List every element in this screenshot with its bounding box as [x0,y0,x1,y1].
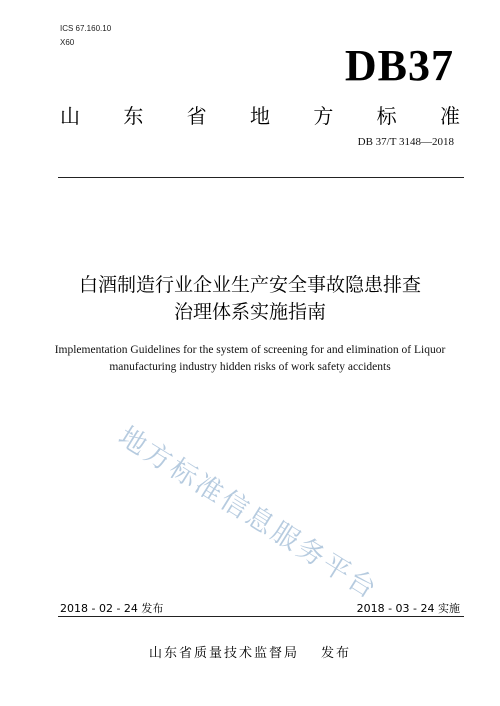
classification-codes [60,22,111,50]
top-divider [58,177,464,178]
publication-date: 2018 - 02 - 24 发布 [60,602,164,615]
standard-type-char: 东 [123,104,144,128]
ics-code: ICS 67.160.10 [60,24,112,33]
title-cn-line1: 白酒制造行业企业生产安全事故隐患排查 [78,274,421,296]
bottom-divider [58,616,464,617]
ccs-code: X60 [60,38,75,47]
title-en-line2: manufacturing industry hidden risks of work safety accidents [109,361,391,373]
title-en-line1: Implementation Guidelines for the system of screening for and elimination of Liquor [54,344,446,356]
standard-type-char: 方 [313,104,334,128]
standard-type-char: 准 [439,104,460,128]
standard-type-char: 标 [376,104,397,128]
watermark: 地方标准信息服务平台 [112,420,384,607]
title-cn-line2: 治理体系实施指南 [173,301,326,323]
standard-number: DB 37/T 3148—2018 [357,136,454,148]
issuer-line [0,642,500,661]
effective-date: 2018 - 03 - 24 实施 [356,602,460,615]
issuer-name: 山东省质量技术监督局 [148,646,299,661]
standard-type-char: 省 [186,104,207,128]
db-logo: DB37 [344,41,454,90]
standard-type-heading [60,100,460,129]
standard-type-char: 地 [249,104,270,128]
standard-type-char: 山 [60,104,80,128]
issuer-action: 发布 [321,646,352,661]
